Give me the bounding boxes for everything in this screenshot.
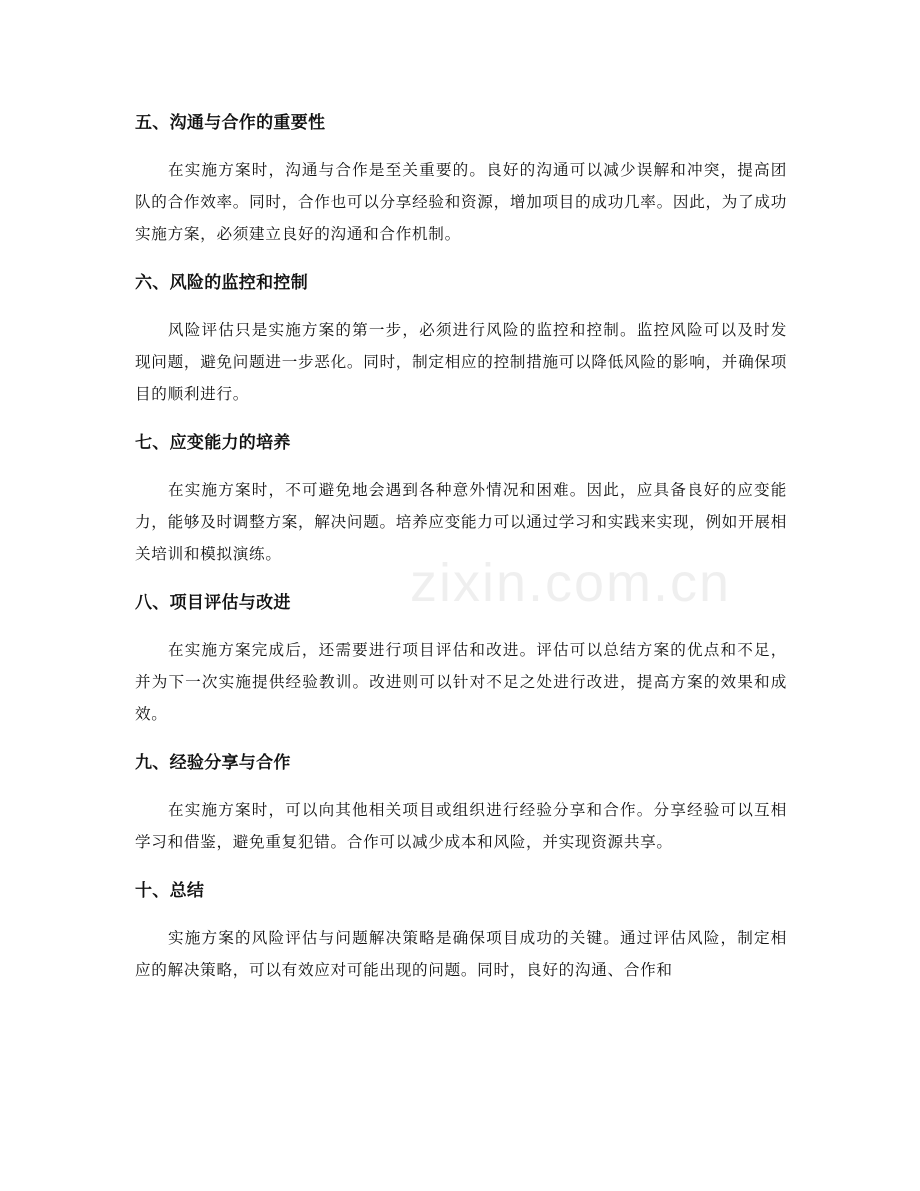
section-8: [135, 586, 787, 730]
section-title: 八、项目评估与改进: [135, 593, 291, 613]
section-6: [135, 266, 787, 410]
section-paragraph: 实施方案的风险评估与问题解决策略是确保项目成功的关键。通过评估风险，制定相应的解决策略，可以有效应对可能出现的问题。同时，良好的沟通、合作和: [135, 929, 787, 979]
section-title: 六、风险的监控和控制: [135, 273, 308, 293]
watermark: zixin.com.cn: [410, 553, 732, 613]
section-7: [135, 426, 787, 570]
section-5: [135, 106, 787, 250]
section-title: 七、应变能力的培养: [135, 433, 291, 453]
section-paragraph: 在实施方案完成后，还需要进行项目评估和改进。评估可以总结方案的优点和不足，并为下一次实施提供经验教训。改进则可以针对不足之处进行改进，提高方案的效果和成效。: [135, 641, 787, 723]
section-title: 十、总结: [135, 881, 205, 901]
section-9: [135, 746, 787, 858]
section-paragraph: 在实施方案时，不可避免地会遇到各种意外情况和困难。因此，应具备良好的应变能力，能够及时调整方案，解决问题。培养应变能力可以通过学习和实践来实现，例如开展相关培训和模拟演练。: [135, 481, 787, 563]
section-paragraph: 风险评估只是实施方案的第一步，必须进行风险的监控和控制。监控风险可以及时发现问题，避免问题进一步恶化。同时，制定相应的控制措施可以降低风险的影响，并确保项目的顺利进行。: [135, 321, 787, 403]
document-content: [135, 106, 787, 1002]
section-title: 五、沟通与合作的重要性: [135, 113, 326, 133]
section-paragraph: 在实施方案时，可以向其他相关项目或组织进行经验分享和合作。分享经验可以互相学习和借鉴，避免重复犯错。合作可以减少成本和风险，并实现资源共享。: [135, 801, 787, 851]
section-title: 九、经验分享与合作: [135, 753, 291, 773]
section-paragraph: 在实施方案时，沟通与合作是至关重要的。良好的沟通可以减少误解和冲突，提高团队的合作效率。同时，合作也可以分享经验和资源，增加项目的成功几率。因此，为了成功实施方案，必须建立良好的沟通和合作机制。: [135, 161, 787, 243]
section-10: [135, 874, 787, 986]
